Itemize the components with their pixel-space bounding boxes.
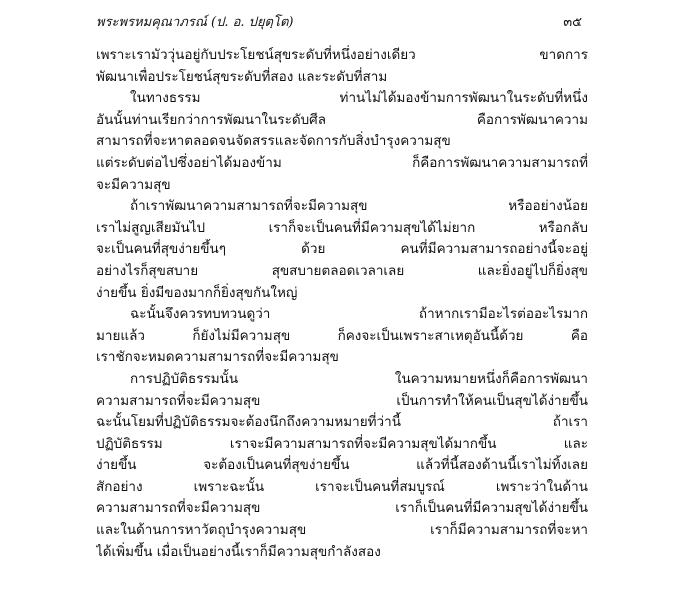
- text-line: ปฏิบัติธรรม เราจะมีความสามารถที่จะมีความสุขได้มากขึ้น และ: [96, 435, 588, 452]
- body-text: [96, 45, 588, 563]
- text-line: เราไม่สูญเสียมันไป เราก็จะเป็นคนที่มีความสุขได้ไม่ยาก หรือกลับ: [96, 219, 588, 236]
- text-line: จะมีความสุข: [96, 176, 171, 193]
- paragraph-5: [96, 369, 588, 563]
- text-line: อย่างไรก็สุขสบาย สุขสบายตลอดเวลาเลย และยิ่งอยู่ไปก็ยิ่งสุข: [96, 262, 588, 279]
- text-line: ความสามารถที่จะมีความสุข เราก็เป็นคนที่มีความสุขได้ง่ายขึ้น: [96, 500, 588, 517]
- text-line: ง่ายขึ้น จะต้องเป็นคนที่สุขง่ายขึ้น แล้วที่นี้สองด้านนี้เราไม่ทิ้งเลย: [96, 457, 588, 474]
- text-line: และในด้านการหาวัตถุบำรุงความสุข เราก็มีความสามารถที่จะหา: [96, 522, 588, 539]
- paragraph-1: [96, 45, 588, 88]
- text-line: การปฏิบัติธรรมนั้น ในความหมายหนึ่งก็คือการพัฒนา: [130, 370, 588, 387]
- text-line: พัฒนาเพื่อประโยชน์สุขระดับที่สอง และระดับที่สาม: [96, 68, 388, 85]
- running-header: [96, 11, 582, 33]
- header-title: พระพรหมคุณาภรณ์ (ป. อ. ปยุตฺโต): [96, 15, 294, 30]
- text-line: มายแล้ว ก็ยังไม่มีความสุข ก็คงจะเป็นเพราะสาเหตุอันนี้ด้วย คือ: [96, 327, 588, 344]
- paragraph-2: [96, 88, 588, 196]
- text-line: เพราะเรามัววุ่นอยู่กับประโยชน์สุขระดับที่หนึ่งอย่างเดียว ขาดการ: [96, 47, 588, 63]
- text-line: สักอย่าง เพราะฉะนั้น เราจะเป็นคนที่สมบูรณ์ เพราะว่าในด้าน: [96, 478, 588, 495]
- text-line: ฉะนั้นจึงควรทบทวนดูว่า ถ้าหากเรามีอะไรต่ออะไรมาก: [130, 306, 588, 323]
- text-line: ได้เพิ่มขึ้น เมื่อเป็นอย่างนี้เราก็มีความสุขกำลังสอง: [96, 543, 381, 560]
- text-line: ถ้าเราพัฒนาความสามารถที่จะมีความสุข หรืออย่างน้อย: [130, 198, 588, 215]
- text-line: ความสามารถที่จะมีความสุข เป็นการทำให้คนเป็นสุขได้ง่ายขึ้น: [96, 392, 588, 409]
- text-line: ฉะนั้นโยมที่ปฏิบัติธรรมจะต้องนึกถึงความหมายที่ว่านี้ ถ้าเรา: [96, 414, 588, 431]
- text-line: เราชักจะหมดความสามารถที่จะมีความสุข: [96, 349, 339, 366]
- page-number: ๓๕: [563, 15, 582, 30]
- text-line: สามารถที่จะหาตลอดจนจัดสรรและจัดการกับสิ่งบำรุงความสุข: [96, 133, 451, 150]
- text-line: อันนั้นท่านเรียกว่าการพัฒนาในระดับศีล คือการพัฒนาความ: [96, 111, 588, 128]
- text-line: ในทางธรรม ท่านไม่ได้มองข้ามการพัฒนาในระดับที่หนึ่ง: [130, 90, 588, 107]
- paragraph-4: [96, 304, 588, 369]
- paragraph-3: [96, 196, 588, 304]
- text-line: จะเป็นคนที่สุขง่ายขึ้นๆ ด้วย คนที่มีความสามารถอย่างนี้จะอยู่: [96, 241, 588, 258]
- text-line: ง่ายขึ้น ยิ่งมีของมากก็ยิ่งสุขกันใหญ่: [96, 284, 298, 301]
- text-line: แต่ระดับต่อไปซึ่งอย่าได้มองข้าม ก็คือการพัฒนาความสามารถที่: [96, 154, 588, 171]
